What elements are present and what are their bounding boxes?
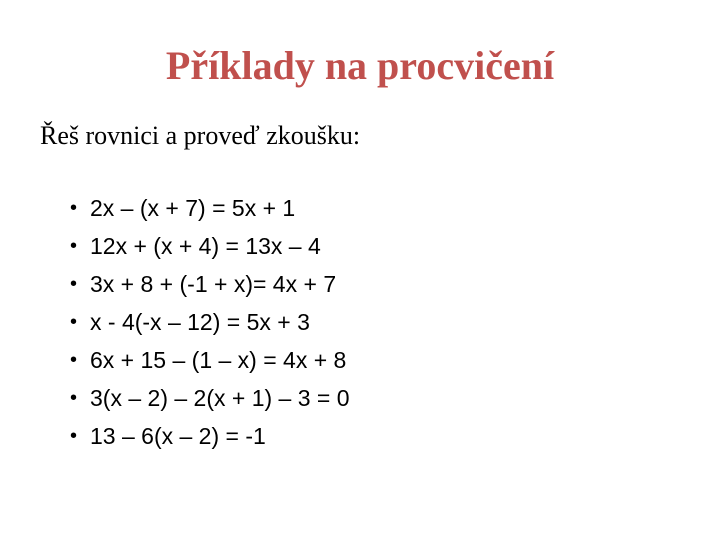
- bullet-icon: •: [70, 387, 78, 409]
- equation-item: [70, 227, 350, 265]
- equation-text: x - 4(-x – 12) = 5x + 3: [90, 309, 310, 335]
- equation-list: [70, 189, 350, 455]
- bullet-icon: •: [70, 349, 78, 371]
- equation-item: [70, 341, 350, 379]
- bullet-icon: •: [70, 425, 78, 447]
- equation-text: 3(x – 2) – 2(x + 1) – 3 = 0: [90, 385, 350, 411]
- bullet-icon: •: [70, 197, 78, 219]
- bullet-icon: •: [70, 311, 78, 333]
- equation-item: [70, 265, 350, 303]
- bullet-icon: •: [70, 235, 78, 257]
- equation-text: 6x + 15 – (1 – x) = 4x + 8: [90, 347, 347, 373]
- equation-item: [70, 189, 350, 227]
- equation-item: [70, 303, 350, 341]
- equation-item: [70, 379, 350, 417]
- task-instruction: Řeš rovnici a proveď zkoušku:: [40, 121, 361, 150]
- equation-text: 3x + 8 + (-1 + x)= 4x + 7: [90, 271, 337, 297]
- bullet-icon: •: [70, 273, 78, 295]
- slide-title: Příklady na procvičení: [165, 43, 555, 88]
- equation-text: 12x + (x + 4) = 13x – 4: [90, 233, 321, 259]
- equation-item: [70, 417, 350, 455]
- equation-text: 2x – (x + 7) = 5x + 1: [90, 195, 296, 221]
- equation-text: 13 – 6(x – 2) = -1: [90, 423, 266, 449]
